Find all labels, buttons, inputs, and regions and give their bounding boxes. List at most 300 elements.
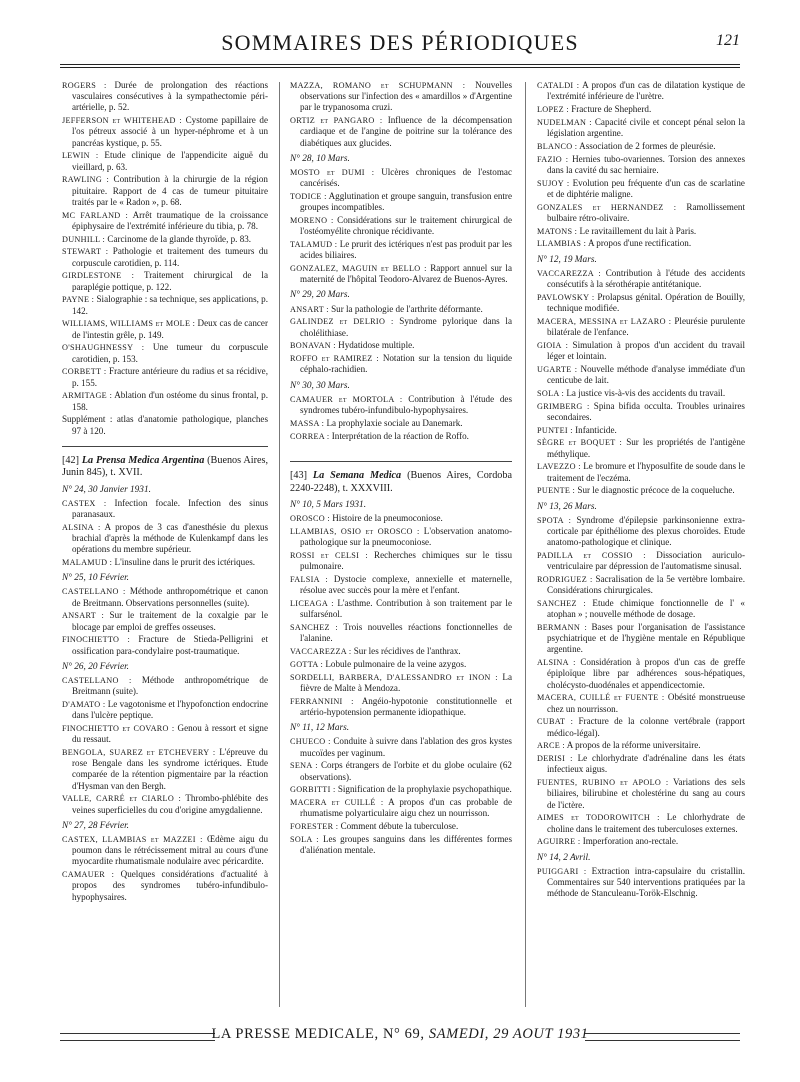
article-entry <box>290 760 512 782</box>
article-title: Sur la pathologie de l'arthrite déformante. <box>331 303 483 314</box>
article-entry <box>62 793 268 815</box>
article-author: GONZALES et HERNANDEZ : <box>537 202 677 212</box>
article-entry <box>290 550 512 572</box>
article-author: CASTEX : <box>62 498 107 508</box>
journal-details: (Buenos Aires, Junin 845), t. XVII. <box>62 454 268 479</box>
article-author: UGARTE : <box>537 364 578 374</box>
issue-heading: N° 12, 19 Mars. <box>537 254 597 265</box>
article-title: La fièvre de Malte à Mendoza. <box>300 671 512 694</box>
journal-number: [42] <box>62 454 79 466</box>
header-rule <box>60 64 740 65</box>
article-entry <box>290 646 512 657</box>
article-title: Capacité civile et concept pénal selon la législation argentine. <box>547 116 745 138</box>
article-author: FORESTER : <box>290 822 339 832</box>
article-author: ALSINA : <box>537 658 576 668</box>
article-author: LLAMBIAS, OSIO et OROSCO : <box>290 527 420 537</box>
article-entry <box>537 401 745 423</box>
article-author: WILLIAMS, WILLIAMS et MOLE : <box>62 319 196 329</box>
article-title: Agglutination et groupe sanguin, transfusion entre groupes incompatibles. <box>300 191 512 213</box>
article-title: Sur les propriétés de l'antigène méthylique. <box>547 437 745 459</box>
article-author: MOSTO et DUMI : <box>290 168 375 178</box>
article-title: Spina bifida occulta. Troubles urinaires secondaires. <box>547 400 745 422</box>
article-title: Etude clinique de l'appendicite aiguë du vieillard, p. 63. <box>72 150 268 172</box>
article-author: ANSART : <box>290 304 329 314</box>
article-entry <box>537 740 745 751</box>
article-author: MORENO : <box>290 216 334 226</box>
article-entry <box>62 675 268 697</box>
article-title: Variations des sels biliaires, bilirubine et cholestérine du sang au cours de l'ictère. <box>547 777 745 810</box>
footer-number: N° 69, <box>382 1026 425 1042</box>
article-entry <box>290 834 512 856</box>
article-entry <box>290 316 512 338</box>
article-title: Angéio-hypotonie constitutionnelle et artério-hypotension permanente idiopathique. <box>300 695 512 718</box>
article-title: Carcinome de la glande thyroïde, p. 83. <box>107 233 252 244</box>
article-entry <box>290 239 512 261</box>
article-title: Le vagotonisme et l'hypofonction endocrine dans l'ulcère peptique. <box>72 699 268 721</box>
issue-heading: N° 24, 30 Janvier 1931. <box>62 484 151 495</box>
page-footer <box>60 1026 740 1050</box>
article-entry <box>290 797 512 819</box>
article-entry <box>537 226 745 237</box>
issue-heading: N° 27, 28 Février. <box>62 820 129 831</box>
article-entry <box>62 115 268 149</box>
article-title: Deux cas de cancer de l'intestin grêle, p. 149. <box>72 318 268 340</box>
article-title: Considération à propos d'un cas de greffe épiploïque libre par adhérences sous-hépatiques, cholécysto-duodénales et appendicectomie. <box>547 657 745 690</box>
article-entry <box>290 304 512 315</box>
article-author: GIOIA : <box>537 340 569 350</box>
article-author: CATALDI : <box>537 81 580 90</box>
article-entry <box>537 461 745 483</box>
article-title: L'observation anatomo-pathologique sur la pneumoconiose. <box>300 526 512 548</box>
column-right <box>537 80 745 1015</box>
article-title: Contribution à la chirurgie de la région pituitaire. Rapport de 4 cas de tumeur pituitaire traités par le « Radon », p. 68. <box>72 174 268 207</box>
page-header <box>60 26 740 66</box>
article-title: Conduite à suivre dans l'ablation des gros kystes mucoïdes per vaginum. <box>300 736 512 758</box>
article-entry <box>62 610 268 632</box>
article-author: CORREA : <box>290 431 330 441</box>
article-title: Corps étrangers de l'orbite et du globe oculaire (62 observations). <box>300 760 512 782</box>
article-title: Méthode anthropométrique de Breitmann (suite). <box>72 675 268 697</box>
issue-heading: N° 10, 5 Mars 1931. <box>290 500 367 511</box>
article-title: Nouvelles observations sur l'infection des « amardillos » d'Argentine par le trypanosoma cruzi. <box>300 80 512 113</box>
article-author: MASSA : <box>290 418 325 428</box>
article-title: Hydatidose multiple. <box>338 340 415 351</box>
article-entry <box>537 80 745 102</box>
article-entry <box>290 191 512 213</box>
article-author: GORBITTI : <box>290 785 336 795</box>
article-author: FALSIA : <box>290 575 328 585</box>
article-entry <box>62 747 268 792</box>
article-author: FINOCHIETTO : <box>62 635 131 645</box>
article-entry <box>62 498 268 520</box>
article-author: LLAMBIAS : <box>537 239 587 249</box>
article-entry <box>537 388 745 399</box>
section-gap <box>290 443 512 452</box>
article-title: Sur le diagnostic précoce de la coqueluche. <box>577 485 735 496</box>
article-entry <box>537 550 745 572</box>
article-entry <box>62 342 268 364</box>
article-entry <box>290 340 512 351</box>
article-author: SÈGRE et BOQUET : <box>537 438 623 448</box>
article-author: BENGOLA, SUAREZ et ETCHEVERY : <box>62 748 216 758</box>
article-author: MATONS : <box>537 226 578 236</box>
article-entry <box>62 80 268 114</box>
article-title: Le chlorhydrate d'adrénaline dans les états infectieux aigus. <box>547 753 745 775</box>
article-title: A propos de la réforme universitaire. <box>566 740 701 751</box>
article-title: Signification de la prophylaxie psychopathique. <box>337 784 512 795</box>
article-entry <box>62 234 268 245</box>
article-entry <box>290 526 512 548</box>
issue-heading: N° 11, 12 Mars. <box>290 723 350 734</box>
article-author: LAVEZZO : <box>537 462 581 472</box>
article-entry <box>62 522 268 556</box>
article-author: CASTELLANO : <box>62 587 126 597</box>
article-entry <box>537 364 745 386</box>
article-entry <box>62 723 268 745</box>
article-entry <box>62 869 268 903</box>
article-author: ORTIZ et PANGARO : <box>290 116 383 126</box>
article-author: CORBETT : <box>62 367 107 377</box>
article-title: Hernies tubo-ovariennes. Torsion des annexes dans la cavité du sac herniaire. <box>547 153 745 175</box>
article-author: BLANCO : <box>537 141 578 151</box>
article-author: MACERA et CUILLÉ : <box>290 798 384 808</box>
article-entry <box>62 634 268 656</box>
article-entry <box>290 574 512 596</box>
article-title: Syndrome d'épilepsie parkinsonienne extra-corticale par épithéliome des plexus choroïdes. Etude anatomo-pathologique et clinique. <box>547 514 745 548</box>
article-title: Traitement chirurgical de la paraplégie pottique, p. 122. <box>72 270 268 292</box>
header-rule-thin <box>60 67 740 68</box>
article-entry <box>62 294 268 316</box>
article-entry <box>537 425 745 436</box>
article-entry <box>62 557 268 568</box>
article-title: Interprétation de la réaction de Roffo. <box>331 430 469 441</box>
article-entry <box>537 202 745 224</box>
article-author: CAMAUER et MORTOLA : <box>290 394 403 404</box>
article-title: Les groupes sanguins dans les différentes formes d'aliénation mentale. <box>300 834 512 856</box>
article-author: JEFFERSON et WHITEHEAD : <box>62 116 182 126</box>
article-entry <box>62 150 268 172</box>
article-author: MALAMUD : <box>62 558 113 568</box>
section-divider <box>62 446 268 447</box>
journal-name: La Prensa Medica Argentina <box>81 454 205 466</box>
article-entry <box>290 622 512 644</box>
article-entry <box>290 696 512 718</box>
article-title: Ablation d'un ostéome du sinus frontal, p. 158. <box>72 390 268 412</box>
article-author: ARCE : <box>537 741 565 751</box>
article-author: LEWIN : <box>62 151 99 161</box>
article-author: CASTEX, LLAMBIAS et MAZZEI : <box>62 835 203 845</box>
article-entry <box>537 141 745 152</box>
article-title: Histoire de la pneumoconiose. <box>332 513 443 524</box>
article-title: Syndrome pylorique dans la cholélithiase. <box>300 316 512 338</box>
article-author: FERRANNINI : <box>290 696 354 706</box>
journal-name: La Semana Medica <box>312 470 402 482</box>
article-title: Dissociation auriculo-ventriculaire par dépression de l'automatisme sinusal. <box>547 550 745 572</box>
article-entry <box>290 736 512 758</box>
article-entry <box>62 699 268 721</box>
article-entry <box>290 598 512 620</box>
article-author: SOLA : <box>290 835 319 845</box>
article-entry <box>62 210 268 232</box>
article-author: AGUIRRE : <box>537 837 581 847</box>
article-author: SUJOY : <box>537 178 570 188</box>
article-entry <box>537 238 745 249</box>
article-author: GRIMBERG : <box>537 401 590 411</box>
article-title: Pathologie et traitement des tumeurs du corpuscule carotidien, p. 114. <box>72 246 268 268</box>
article-author: ARMITAGE : <box>62 391 113 401</box>
article-entry <box>537 836 745 847</box>
article-title: L'épreuve du rose Bengale dans les syndrome ictériques. Etude comparée de la rétention pigmentaire par la réaction d'Hysman van den Bergh. <box>72 747 268 791</box>
article-author: SANCHEZ : <box>290 623 339 633</box>
article-entry <box>62 366 268 388</box>
article-title: Obésité monstrueuse chez un nourrisson. <box>547 692 745 714</box>
article-entry <box>537 515 745 549</box>
article-title: Infanticide. <box>575 424 617 435</box>
article-title: Thrombo-phlébite des veines superficielles du cou d'origine amygdalienne. <box>72 793 268 815</box>
article-author: PADILLA et COSSIO : <box>537 551 646 560</box>
article-entry <box>537 178 745 200</box>
article-entry <box>62 174 268 208</box>
article-title: Sur les récidives de l'anthrax. <box>353 646 461 657</box>
article-title: Bases pour l'organisation de l'assistance psychiatrique et de l'hygiène mentale en République argentine. <box>547 622 745 655</box>
article-entry <box>537 437 745 459</box>
article-title: Sur le traitement de la coxalgie par le blocage par emploi de greffes osseuses. <box>72 610 268 632</box>
article-entry <box>537 574 745 596</box>
article-entry <box>537 340 745 362</box>
column-middle <box>290 80 512 1015</box>
article-author: VALLE, CARRÉ et CIARLO : <box>62 794 182 804</box>
article-title: Œdème aigu du poumon dans le rétrécissement mitral au cours d'une myocardite rhumatismale nodulaire avec péricardite. <box>72 834 268 867</box>
article-entry <box>537 485 745 496</box>
article-entry <box>62 246 268 268</box>
article-author: VACCAREZZA : <box>290 647 352 657</box>
article-title: Le prurit des ictériques n'est pas produit par les acides biliaires. <box>300 239 512 261</box>
article-author: NUDELMAN : <box>537 117 592 127</box>
article-author: ANSART : <box>62 611 105 621</box>
article-title: Extraction intra-capsulaire du cristallin. Commentaires sur 540 interventions pratiquées par la méthode de Stanculeanu-Torök-Elschnig. <box>547 865 745 899</box>
article-author: ROGERS : <box>62 81 107 90</box>
article-author: D'AMATO : <box>62 700 106 710</box>
article-author: SORDELLI, BARBERA, D'ALESSANDRO et INON : <box>290 672 498 682</box>
article-title: Cystome papillaire de l'os pétreux associé à un hyper-néphrome et à un pancréas kystique, p. 55. <box>72 115 268 148</box>
article-title: A propos de 3 cas d'anesthésie du plexus brachial d'après la méthode de Kulenkampf dans les opérations du membre supérieur. <box>72 521 268 555</box>
article-title: Etude chimique fonctionnelle de l' « atophan » ; nouvelle méthode de dosage. <box>547 598 745 620</box>
article-title: Durée de prolongation des réactions vasculaires consécutives à la sympathectomie péri-artérielle, p. 52. <box>72 80 268 113</box>
article-entry <box>290 115 512 149</box>
article-title: Comment débute la tuberculose. <box>340 821 459 832</box>
article-entry <box>290 513 512 524</box>
article-author: ALSINA : <box>62 522 101 532</box>
issue-heading: N° 14, 2 Avril. <box>537 852 591 863</box>
article-title: La prophylaxie sociale au Danemark. <box>326 417 463 428</box>
footer-journal: LA PRESSE MEDICALE, <box>211 1026 379 1042</box>
article-author: CUBAT : <box>537 717 574 727</box>
article-title: Evolution peu fréquente d'un cas de scarlatine et de diphtérie maligne. <box>547 177 745 199</box>
article-author: DERISI : <box>537 754 573 764</box>
article-author: BERMANN : <box>537 623 588 632</box>
section-divider <box>290 461 512 462</box>
article-title: A propos d'un cas probable de rhumatisme polyarticulaire aigu chez un nourrisson. <box>300 797 512 819</box>
article-entry <box>537 268 745 290</box>
article-entry <box>537 777 745 811</box>
article-author: LOPEZ : <box>537 105 569 114</box>
column-divider <box>279 82 280 1007</box>
article-entry <box>62 318 268 340</box>
article-title: Méthode anthropométrique et canon de Breitmann. Observations personnelles (suite). <box>72 586 268 608</box>
article-entry <box>290 659 512 670</box>
article-author: FUENTES, RUBINO et APOLO : <box>537 778 669 788</box>
article-entry <box>537 598 745 620</box>
article-entry <box>290 784 512 795</box>
article-title: Association de 2 formes de pleurésie. <box>579 140 716 151</box>
article-title: Fracture de Stieda-Pelligrini et ossification para-condylaire post-traumatique. <box>72 634 268 656</box>
article-author: TALAMUD : <box>290 240 338 250</box>
page-number: 121 <box>716 32 740 49</box>
article-title: Infection focale. Infection des sinus paranasaux. <box>72 497 268 520</box>
article-title: Recherches chimiques sur le tissu pulmonaire. <box>300 550 512 572</box>
article-author: OROSCO : <box>290 514 330 524</box>
article-title: L'asthme. Contribution à son traitement par le sulfarsénol. <box>300 598 512 620</box>
article-title: Nouvelle méthode d'analyse immédiate d'un centicube de lait. <box>547 363 745 385</box>
journal-details: (Buenos Aires, Cordoba 2240-2248), t. XXXVIII. <box>290 470 512 494</box>
article-entry <box>62 834 268 868</box>
article-author: SOLA : <box>537 388 565 398</box>
journal-number: [43] <box>290 470 307 482</box>
article-entry <box>537 316 745 338</box>
article-author: MC FARLAND : <box>62 210 129 220</box>
article-title: La justice vis-à-vis des accidents du travail. <box>566 387 726 398</box>
article-entry <box>537 812 745 834</box>
article-author: PAYNE : <box>62 295 95 305</box>
article-entry <box>537 622 745 656</box>
article-entry <box>290 672 512 694</box>
article-author: MACERA, MESSINA et LAZARO : <box>537 316 672 326</box>
footer-ornament-right <box>585 1033 740 1041</box>
article-title: Contribution à l'étude des syndromes tubéro-infundibulo-hypophysaires. <box>300 393 512 416</box>
article-entry <box>290 821 512 832</box>
article-author: GOTTA : <box>290 660 324 670</box>
article-author: RAWLING : <box>62 175 110 185</box>
article-author: RODRIGUEZ : <box>537 575 593 584</box>
article-author: PUENTE : <box>537 486 576 496</box>
article-title: Sialographie : sa technique, ses applications, p. 142. <box>72 294 268 316</box>
article-title: Ulcères chroniques de l'estomac cancérisés. <box>300 167 512 189</box>
article-title: Arrêt traumatique de la croissance épiphysaire de l'extrémité inférieure du tibia, p. 78. <box>72 209 268 231</box>
page-title: SOMMAIRES DES PÉRIODIQUES <box>221 30 579 55</box>
article-title: Rapport annuel sur la maternité de l'hôpital Teodoro-Alvarez de Buenos-Ayres. <box>300 263 512 285</box>
article-author: AIMES et TODOROWITCH : <box>537 813 660 823</box>
article-author: CASTELLANO : <box>62 676 132 686</box>
column-divider <box>525 82 526 1007</box>
article-title: L'insuline dans le prurit des ictériques. <box>114 557 256 568</box>
issue-heading: N° 30, 30 Mars. <box>290 380 350 391</box>
article-entry <box>537 753 745 775</box>
article-entry <box>537 104 745 115</box>
article-author: GALINDEZ et DELRIO : <box>290 317 394 327</box>
article-title: Fracture de Shepherd. <box>571 104 652 114</box>
article-author: ROSSI et CELSI : <box>290 551 368 561</box>
article-author: O'SHAUGHNESSY : <box>62 343 145 353</box>
article-entry <box>290 353 512 375</box>
issue-heading: N° 26, 20 Février. <box>62 661 129 672</box>
article-author: MACERA, CUILLÉ et FUENTE : <box>537 693 665 703</box>
issue-heading: N° 25, 10 Février. <box>62 573 129 584</box>
article-entry <box>537 154 745 176</box>
article-author: SPOTA : <box>537 515 572 525</box>
article-author: BONAVAN : <box>290 341 336 351</box>
article-author: LICEAGA : <box>290 599 334 609</box>
article-entry <box>537 292 745 314</box>
article-author: PUIGGARI : <box>537 866 587 876</box>
article-title: Supplément : atlas d'anatomie pathologique, planches 97 à 120. <box>62 414 268 436</box>
article-author: CHUECO : <box>290 737 331 747</box>
issue-heading: N° 28, 10 Mars. <box>290 153 350 164</box>
article-title: Le chlorhydrate de choline dans le traitement des tuberculoses externes. <box>547 812 745 834</box>
article-title: Lobule pulmonaire de la veine azygos. <box>325 659 467 670</box>
article-entry <box>62 390 268 412</box>
article-entry <box>290 80 512 114</box>
article-entry <box>537 866 745 900</box>
article-author: FINOCHIETTO et COVARO : <box>62 724 175 734</box>
article-title: Fracture de la colonne vertébrale (rapport médico-légal). <box>547 716 745 738</box>
article-author: MAZZA, ROMANO et SCHUPMANN : <box>290 81 466 90</box>
article-title: Notation sur la tension du liquide céphalo-rachidien. <box>300 353 512 375</box>
journal-heading <box>290 470 512 495</box>
article-entry <box>290 167 512 189</box>
article-title: Une tumeur du corpuscule carotidien, p. 153. <box>72 342 268 364</box>
article-title: Quelques considérations d'actualité à propos des syndromes tubéro-infundibulo-hypophysaires. <box>72 869 268 902</box>
article-title: Considérations sur le traitement chirurgical de l'ostéomyélite chronique récidivante. <box>300 215 512 237</box>
article-title: Le bromure et l'hyposulfite de soude dans le traitement de l'eczéma. <box>547 461 745 483</box>
article-entry <box>62 586 268 608</box>
article-entry <box>537 716 745 738</box>
article-author: SENA : <box>290 761 318 771</box>
issue-heading: N° 29, 20 Mars. <box>290 290 350 301</box>
article-author: PUNTEI : <box>537 425 573 435</box>
issue-heading: N° 13, 26 Mars. <box>537 501 597 512</box>
article-author: GIRDLESTONE : <box>62 271 135 281</box>
article-author: DUNHILL : <box>62 234 106 244</box>
article-author: TODICE : <box>290 192 327 202</box>
article-author: PAVLOWSKY : <box>537 292 595 302</box>
article-author: CAMAUER : <box>62 870 115 880</box>
article-title: Influence de la décompensation cardiaque et de l'angine de poitrine sur la tolérance des diabétiques aux glucides. <box>300 115 512 148</box>
article-title: Dystocie complexe, annexielle et maternelle, résolue avec succès pour la mère et l'enfant. <box>300 574 512 596</box>
article-title: A propos d'une rectification. <box>587 238 692 249</box>
article-title: Simulation à propos d'un accident du travail léger et lointain. <box>547 339 745 361</box>
article-title: Genou à ressort et signe du ressaut. <box>72 723 268 745</box>
article-title: A propos d'un cas de dilatation kystique de l'extrémité inférieure de l'urètre. <box>547 80 745 102</box>
article-entry <box>290 215 512 237</box>
article-author: FAZIO : <box>537 154 569 164</box>
article-entry <box>62 414 268 436</box>
article-author: ROFFO et RAMIREZ : <box>290 354 379 364</box>
article-entry <box>537 692 745 714</box>
article-entry <box>290 418 512 429</box>
article-title: Sacralisation de la 5e vertèbre lombaire. Considérations chirurgicales. <box>547 574 745 596</box>
article-entry <box>537 117 745 139</box>
footer-date: SAMEDI, 29 AOUT 1931 <box>428 1026 589 1042</box>
article-title: Imperforation ano-rectale. <box>582 836 679 847</box>
article-entry <box>537 657 745 691</box>
article-title: Contribution à l'étude des accidents consécutifs à la sérothérapie antitétanique. <box>547 267 745 289</box>
article-author: VACCAREZZA : <box>537 268 601 278</box>
column-left <box>62 80 268 1015</box>
article-entry <box>290 263 512 285</box>
journal-heading <box>62 455 268 480</box>
article-title: Ramollissement bulbaire rétro-olivaire. <box>547 201 745 223</box>
article-author: GONZALEZ, MAGUIN et BELLO : <box>290 264 427 274</box>
